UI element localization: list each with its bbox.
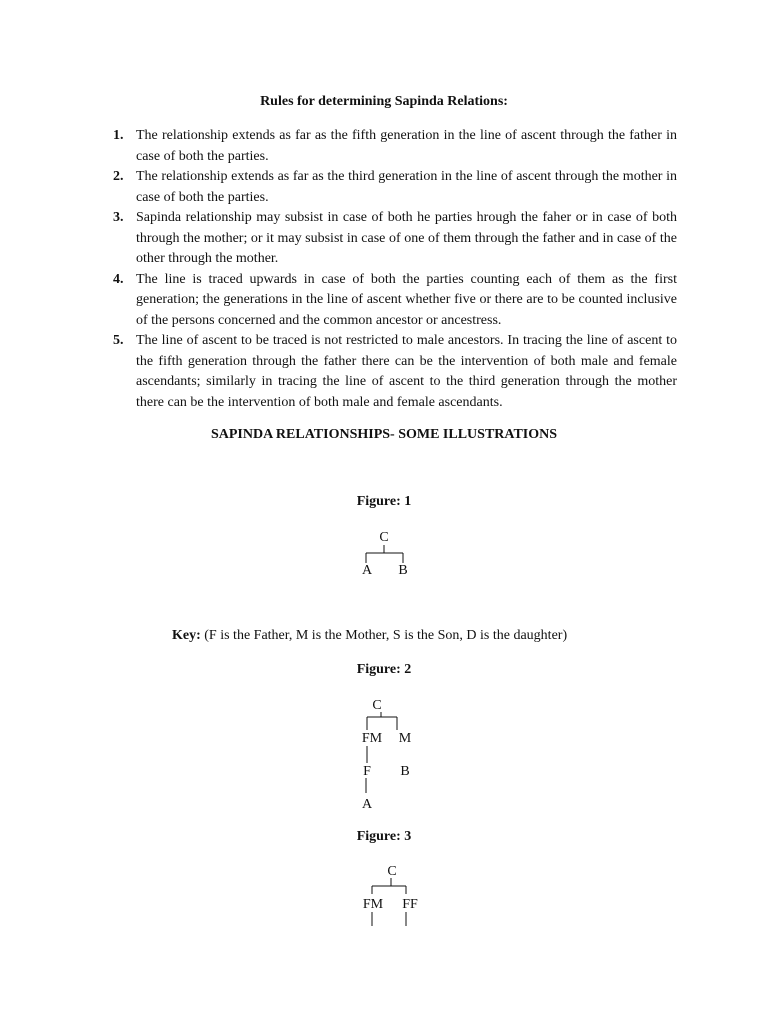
figure-3-tree (0, 856, 768, 928)
page-title: Rules for determining Sapinda Relations: (260, 94, 508, 109)
rule-text: Sapinda relationship may subsist in case of both he parties hrough the faher or in case of both through the mother; or it may subsist in case of one of them through the father and in case of the other through the mother. (136, 210, 677, 266)
illustrations-heading: SAPINDA RELATIONSHIPS- SOME ILLUSTRATIONS (210, 427, 558, 442)
figure-2-left-bottom: A (361, 797, 373, 812)
figure-1-left: A (361, 563, 373, 578)
rule-item (110, 331, 677, 413)
rule-number: 5. (113, 333, 124, 348)
figure-1-tree (0, 520, 768, 590)
rule-number: 1. (113, 128, 124, 143)
key-text: (F is the Father, M is the Mother, S is the Son, D is the daughter) (204, 628, 568, 643)
rule-item (110, 270, 677, 332)
rule-text: The relationship extends as far as the third generation in the line of ascent through the mother in case of both the parties. (136, 169, 677, 205)
rule-text: The line is traced upwards in case of both the parties counting each of them as the first generation; the generations in the line of ascent whether five or there are to be counted inclusive of the persons concerned and the common ancestor or ancestress. (136, 271, 677, 328)
rules-list (110, 126, 677, 413)
figure-2-left-top: FM (361, 731, 383, 746)
figure-2-tree (0, 688, 768, 818)
figure-2-right-top: M (398, 731, 412, 746)
figure-1-right: B (398, 563, 408, 578)
rule-text: The relationship extends as far as the fifth generation in the line of ascent through the father in case of both the parties. (136, 128, 677, 164)
rule-text: The line of ascent to be traced is not restricted to male ancestors. In tracing the line of ascent to the fifth generation through the father there can be the intervention of both male and female ascendants; similarly in tracing the line of ascent to the third generation through the mother there can be the intervention of both male and female ascendants. (136, 333, 677, 410)
figure-3-caption: Figure: 3 (356, 829, 412, 844)
rule-number: 2. (113, 169, 124, 184)
figure-3-left-top: FM (362, 897, 384, 912)
figure-3-root: C (387, 864, 397, 879)
figure-2-root: C (372, 698, 382, 713)
key-line (172, 628, 567, 644)
rule-number: 3. (113, 210, 124, 225)
figure-1-caption: Figure: 1 (356, 494, 412, 509)
figure-2-left-mid: F (363, 764, 371, 779)
rule-item (110, 208, 677, 270)
figure-2-right-mid: B (400, 764, 410, 779)
key-label: Key: (172, 628, 201, 643)
rule-item (110, 167, 677, 208)
rule-item (110, 126, 677, 167)
rule-number: 4. (113, 271, 124, 287)
figure-3-right-top: FF (402, 897, 418, 912)
figure-1-root: C (379, 530, 389, 545)
figure-2-caption: Figure: 2 (356, 662, 412, 677)
